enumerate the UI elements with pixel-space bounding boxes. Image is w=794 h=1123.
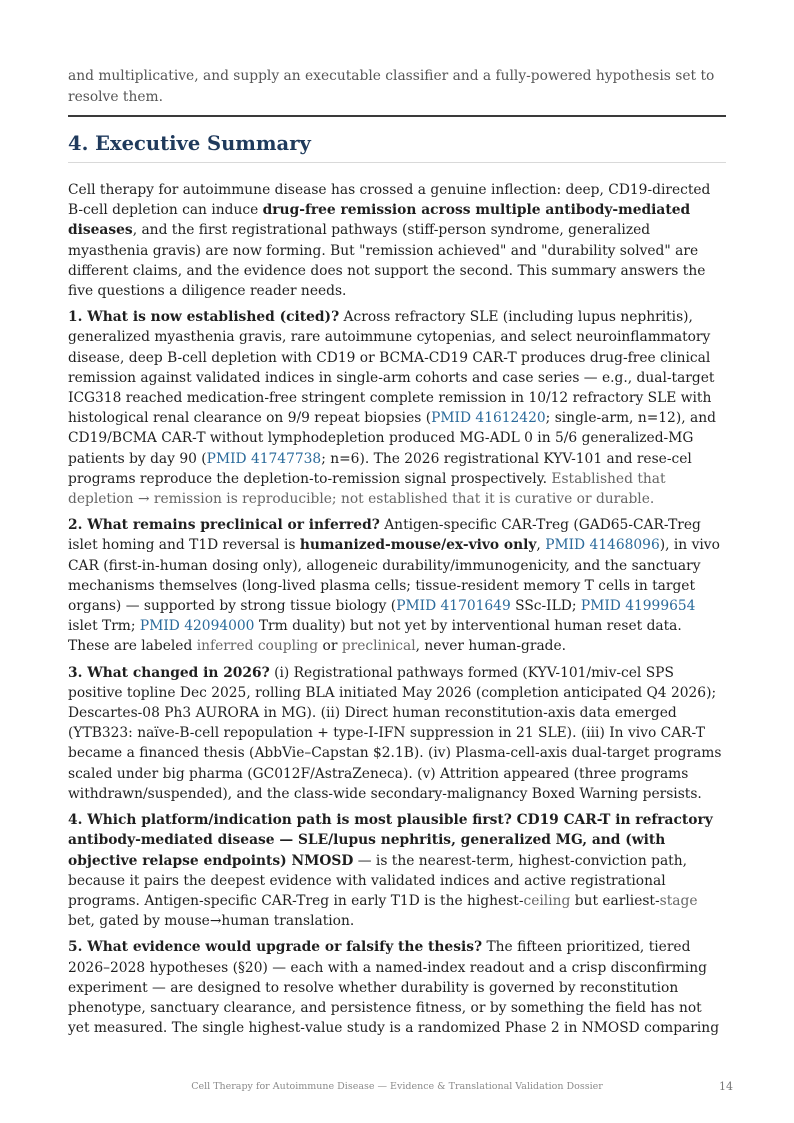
section-divider: [68, 115, 726, 117]
question-1-heading: 1. What is now established (cited)?: [68, 309, 340, 326]
label-inferred: inferred coupling: [196, 638, 319, 655]
intro-bold: drug-free remission across multiple antibody-mediated diseases: [68, 202, 691, 239]
question-5-paragraph: 5. What evidence would upgrade or falsify the thesis? The fifteen prioritized, tiered 2026–2028 hypotheses (§20) — each with a named-index readout and a crisp disconfirming experiment — are designed to resolve whether durability is governed by reconstitution phenotype, sanctuary clearance, and persistence fitness, or by something the field has not yet measured. The single highest-value study is a randomized Phase 2 in NMOSD comparing: [68, 939, 720, 1037]
pmid-link[interactable]: PMID 42094000: [139, 618, 255, 635]
pmid-link[interactable]: PMID 41747738: [206, 450, 322, 467]
pmid-link[interactable]: PMID 41468096: [545, 537, 660, 554]
q2-bold: humanized-mouse/ex-vivo only: [299, 537, 537, 554]
pmid-link[interactable]: PMID 41612420: [431, 410, 546, 427]
question-5-heading: 5. What evidence would upgrade or falsify the thesis?: [68, 939, 483, 956]
label-preclinical: preclinical: [341, 638, 416, 655]
pmid-link[interactable]: PMID 41999654: [580, 598, 696, 615]
question-4-heading: 4. Which platform/indication path is most plausible first? CD19 CAR-T in refractory antibody-mediated disease — SLE/lupus nephritis, generalized MG, and (with objective relapse endpoints) NMOSD: [68, 812, 713, 869]
section-heading: 4. Executive Summary: [68, 131, 726, 163]
question-2-paragraph: 2. What remains preclinical or inferred? Antigen-specific CAR-Treg (GAD65-CAR-Treg islet homing and T1D reversal is humanized-mouse/ex-vivo only, PMID 41468096), in vivo CAR (first-in-human dosing only), allogeneic durability/immunogenicity, and the sanctuary mechanisms themselves (long-lived plasma cells; tissue-resident memory T cells in target organs) — supported by strong tissue biology (PMID 41701649 SSc-ILD; PMID 41999654 islet Trm; PMID 42094000 Trm duality) but not yet by interventional human reset data. These are labeled inferred coupling or preclinical, never human-grade.: [68, 517, 720, 655]
page-number: 14: [719, 1080, 733, 1093]
question-1-paragraph: 1. What is now established (cited)? Across refractory SLE (including lupus nephritis), generalized myasthenia gravis, rare autoimmune cytopenias, and select neuroinflammatory disease, deep B-cell depletion with CD19 or BCMA-CD19 CAR-T produces drug-free clinical remission against validated indices in single-arm cohorts and case series — e.g., dual-target ICG318 reached medication-free stringent complete remission in 10/12 refractory SLE with histological renal clearance on 9/9 repeat biopsies (PMID 41612420; single-arm, n=12), and CD19/BCMA CAR-T without lymphodepletion produced MG-ADL 0 in 5/6 generalized-MG patients by day 90 (PMID 41747738; n=6). The 2026 registrational KYV-101 and rese-cel programs reproduce the depletion-to-remission signal prospectively. Established that depletion → remission is reproducible; not established that it is curative or durable.: [68, 309, 716, 508]
question-3-paragraph: 3. What changed in 2026? (i) Registrational pathways formed (KYV-101/miv-cel SPS positive topline Dec 2025, rolling BLA initiated May 2026 (completion anticipated Q4 2026); Descartes-08 Ph3 AURORA in MG). (ii) Direct human reconstitution-axis data emerged (YTB323: naïve-B-cell repopulation + type-I-IFN suppression in 21 SLE). (iii) In vivo CAR-T became a financed thesis (AbbVie–Capstan $2.1B). (iv) Plasma-cell-axis dual-target programs scaled under big pharma (GC012F/AstraZeneca). (v) Attrition appeared (three programs withdrawn/suspended), and the class-wide secondary-malignancy Boxed Warning persists.: [68, 664, 722, 802]
lead-line-2: resolve them.: [68, 88, 163, 105]
page-body: [68, 66, 726, 1038]
question-4-paragraph: 4. Which platform/indication path is most plausible first? CD19 CAR-T in refractory antibody-mediated disease — SLE/lupus nephritis, generalized MG, and (with objective relapse endpoints) NMOSD — is the nearest-term, highest-conviction path, because it pairs the deepest evidence with validated indices and active registrational programs. Antigen-specific CAR-Treg in early T1D is the highest-ceiling but earliest-stage bet, gated by mouse→human translation.: [68, 812, 713, 930]
pmid-link[interactable]: PMID 41701649: [396, 598, 511, 615]
lead-line-1: and multiplicative, and supply an executable classifier and a fully-powered hypothesis set to: [68, 68, 715, 84]
intro-paragraph: Cell therapy for autoimmune disease has crossed a genuine inflection: deep, CD19-directed B-cell depletion can induce drug-free remission across multiple antibody-mediated diseases, and the first registrational pathways (stiff-person syndrome, generalized myasthenia gravis) are now forming. But "remission achieved" and "durability solved" are different claims, and the evidence does not support the second. This summary answers the five questions a diligence reader needs.: [68, 182, 711, 300]
question-2-heading: 2. What remains preclinical or inferred?: [68, 517, 380, 534]
question-3-heading: 3. What changed in 2026?: [68, 664, 270, 681]
footer-title: Cell Therapy for Autoimmune Disease — Evidence & Translational Validation Dossier: [191, 1081, 603, 1092]
lead-paragraph: [68, 66, 726, 107]
q1-conclusion: Established that depletion → remission is reproducible; not established that it is curative or durable.: [68, 470, 666, 508]
